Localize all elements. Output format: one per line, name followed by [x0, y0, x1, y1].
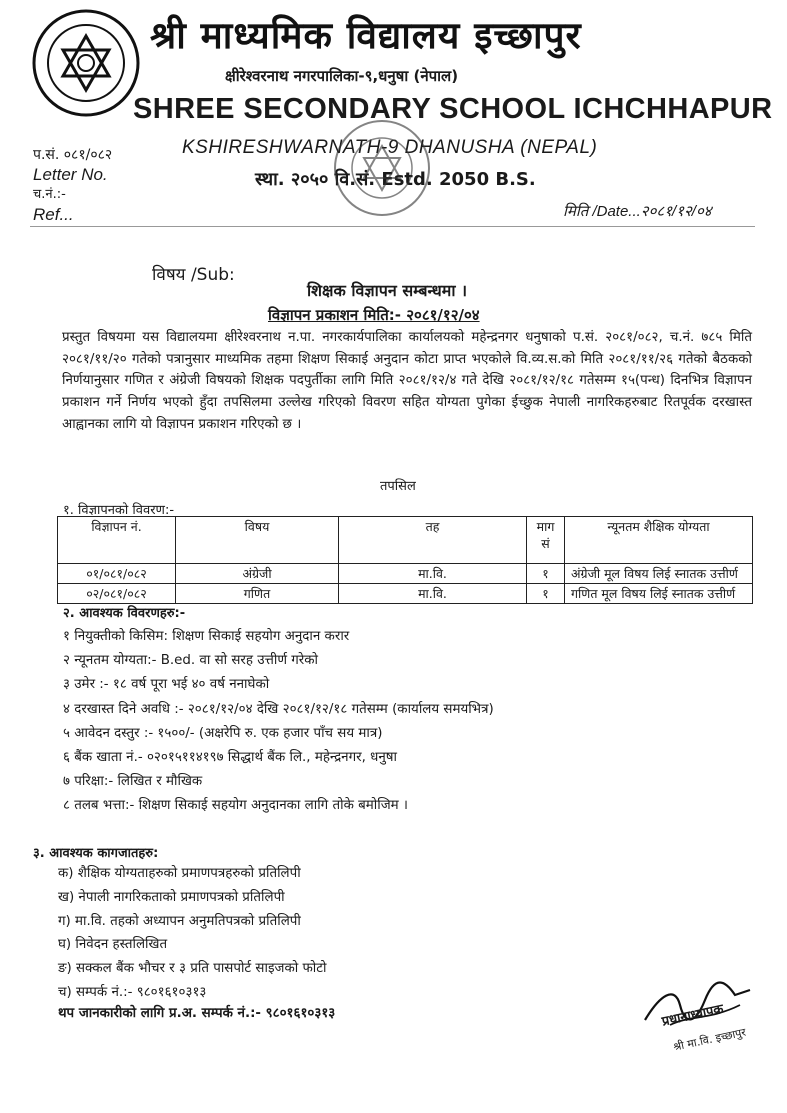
more-info-contact: थप जानकारीको लागि प्र.अ. सम्पर्क नं.:- ९८०१६१०३१३ [58, 1006, 336, 1021]
letter-number: प.सं. ०८१/०८२ [33, 147, 113, 163]
cell: ०१/०८१/०८२ [58, 564, 176, 584]
tapasil-heading: तपसिल [380, 479, 416, 494]
school-name-english: SHREE SECONDARY SCHOOL ICHCHHAPUR [133, 93, 773, 125]
list-item: ८ तलब भत्ता:- शिक्षण सिकाई सहयोग अनुदानका लागि तोके बमोजिम । [63, 798, 408, 814]
cell: अंग्रेजी [176, 564, 339, 584]
address-english: KSHIRESHWARNATH-9 DHANUSHA (NEPAL) [182, 137, 598, 158]
cell: मा.वि. [339, 564, 527, 584]
list-item: २ न्यूनतम योग्यता:- B.ed. वा सो सरह उत्तीर्ण गरेको [63, 653, 319, 669]
list-item: ७ परिक्षा:- लिखित र मौखिक [63, 774, 203, 790]
section-1-title: १. विज्ञापनको विवरण:- [63, 503, 175, 518]
table-row [58, 564, 753, 584]
col-level: तह [339, 517, 527, 564]
requirements-list [63, 625, 494, 819]
cell: १ [527, 584, 565, 604]
address-nepali: क्षीरेश्वरनाथ नगरपालिका-९,धनुषा (नेपाल) [225, 67, 459, 85]
subject-label: विषय /Sub: [152, 265, 235, 285]
list-item: ख) नेपाली नागरिकताको प्रमाणपत्रको प्रतिलिपी [58, 889, 285, 905]
list-item: ५ आवेदन दस्तुर :- १५००/- (अक्षरेपि रु. एक हजार पाँच सय मात्र) [63, 725, 383, 741]
school-stamp [332, 118, 432, 218]
section-2-title: २. आवश्यक विवरणहरु:- [63, 606, 186, 621]
table-header-row [58, 517, 753, 564]
list-item: ४ दरखास्त दिने अवधि :- २०८१/१२/०४ देखि २०८१/१२/१८ गतेसम्म (कार्यालय समयभित्र) [63, 701, 494, 717]
reference-label: Ref... [33, 205, 74, 224]
school-logo [31, 8, 141, 118]
established-year: स्था. २०५० वि.सं. Estd. 2050 B.S. [255, 169, 536, 190]
signature-title: प्रधानाध्यापक [660, 1001, 725, 1030]
col-ad-number: विज्ञापन नं. [58, 517, 176, 564]
table-row [58, 584, 753, 604]
documents-list [58, 862, 326, 1005]
cell: ०२/०८१/०८२ [58, 584, 176, 604]
col-count: माग सं [527, 517, 565, 564]
reference-block [33, 145, 112, 225]
reference-nepali: च.नं.:- [33, 187, 66, 202]
col-subject: विषय [176, 517, 339, 564]
list-item: घ) निवेदन हस्तलिखित [58, 937, 168, 953]
list-item: १ नियुक्तीको किसिम: शिक्षण सिकाई सहयोग अनुदान करार [63, 629, 350, 644]
letter-number-label: Letter No. [33, 165, 108, 184]
body-paragraph: प्रस्तुत विषयमा यस विद्यालयमा क्षीरेश्वरनाथ न.पा. नगरकार्यपालिका कार्यालयको महेन्द्रनगर धनुषाको प.सं. २०८१/०८२, च.नं. ७८५ मिति २०८१/११/२० गतेको पत्रानुसार माध्यमिक तहमा शिक्षण सिकाई अनुदान कोटा प्राप्त भएकोले वि.व्य.स.को मिति २०८१/११/२६ गतेको बैठकको निर्णयानुसार गणित र अंग्रेजी विषयको शिक्षक पदपुर्तीका लागि मिति २०८१/१२/४ गते देखि २०८१/१२/१८ गतेसम्म १५(पन्ध) दिनभित्र विज्ञापन प्रकाशन गर्ने निर्णय भएको हुँदा तपसिलमा उल्लेख गरिएको विवरण सहित योग्यता पुगेका ईच्छुक नेपाली नागरिकहरुबाट रितपूर्वक दरखास्त आह्वानका लागि यो विज्ञापन प्रकाशन गरिएको छ । [62, 330, 752, 432]
vacancy-table [57, 516, 753, 604]
cell: मा.वि. [339, 584, 527, 604]
cell: गणित मूल विषय लिई स्नातक उत्तीर्ण [565, 584, 753, 604]
list-item: ६ बैंक खाता नं.- ०२०१५११४१९७ सिद्धार्थ बैंक लि., महेन्द्रनगर, धनुषा [63, 750, 398, 766]
cell: १ [527, 564, 565, 584]
publish-date: विज्ञापन प्रकाशन मिति:- २०८१/१२/०४ [268, 306, 480, 324]
list-item: च) सम्पर्क नं.:- ९८०१६१०३१३ [58, 984, 207, 1000]
header-divider [30, 226, 755, 227]
letter-date: मिति /Date...२०८१/१२/०४ [563, 203, 712, 220]
school-name-nepali: श्री माध्यमिक विद्यालय इच्छापुर [150, 14, 582, 57]
subject-text: शिक्षक विज्ञापन सम्बन्धमा । [307, 281, 468, 300]
col-qualification: न्यूनतम शैक्षिक योग्यता [565, 517, 753, 564]
section-3-title: ३. आवश्यक कागजातहरु: [33, 846, 159, 861]
signature-school: श्री मा.वि. इच्छापुर [672, 1025, 748, 1054]
list-item: क) शैक्षिक योग्यताहरुको प्रमाणपत्रहरुको प्रतिलिपी [58, 866, 301, 881]
list-item: ग) मा.वि. तहको अध्यापन अनुमतिपत्रको प्रतिलिपी [58, 913, 301, 929]
cell: अंग्रेजी मूल विषय लिई स्नातक उत्तीर्ण [565, 564, 753, 584]
list-item: ङ) सक्कल बैंक भौचर र ३ प्रति पासपोर्ट साइजको फोटो [58, 961, 327, 977]
list-item: ३ उमेर :- १८ वर्ष पूरा भई ४० वर्ष ननाघेको [63, 677, 270, 693]
cell: गणित [176, 584, 339, 604]
